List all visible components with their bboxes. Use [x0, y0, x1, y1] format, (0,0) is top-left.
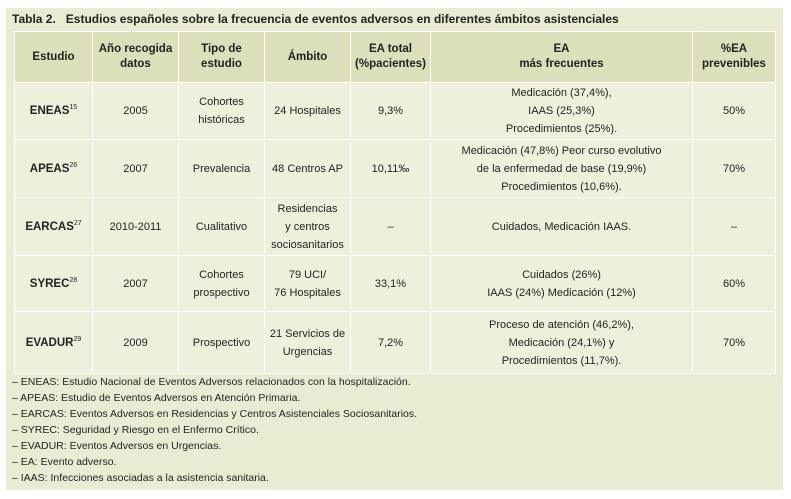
study-name: ENEAS$^{15}$	[15, 83, 93, 140]
study-preventable: –	[693, 198, 776, 256]
header-estudio: Estudio	[15, 32, 93, 83]
header-prevenibles: %EA prevenibles	[693, 32, 776, 83]
header-ea-frecuentes: EA más frecuentes	[431, 32, 693, 83]
study-name: EVADUR$^{29}$	[15, 312, 93, 374]
study-type: Prevalencia	[179, 140, 265, 198]
study-preventable: 70%	[693, 312, 776, 374]
study-total: 9,3%	[351, 83, 431, 140]
note-item: – ENEAS: Estudio Nacional de Eventos Adversos relacionados con la hospitalización.	[12, 376, 411, 388]
header-tipo: Tipo de estudio	[179, 32, 265, 83]
table-title	[12, 12, 619, 26]
study-type: Cohortes históricas	[179, 83, 265, 140]
note-item: – EA: Evento adverso.	[12, 456, 117, 468]
study-total: –	[351, 198, 431, 256]
study-frequent: Proceso de atención (46,2%), Medicación (24,1%) y Procedimientos (11,7%).	[431, 312, 693, 374]
study-frequent: Medicación (37,4%), IAAS (25,3%) Procedimientos (25%).	[431, 83, 693, 140]
table-caption: Estudios españoles sobre la frecuencia de eventos adversos en diferentes ámbitos asistenciales	[65, 12, 619, 26]
study-frequent: Cuidados, Medicación IAAS.	[431, 198, 693, 256]
study-type: Cohortes prospectivo	[179, 256, 265, 312]
table-notes	[12, 374, 417, 486]
study-scope: 79 UCI/ 76 Hospitales	[265, 256, 351, 312]
study-type: Cualitativo	[179, 198, 265, 256]
study-scope: 48 Centros AP	[265, 140, 351, 198]
study-name: APEAS$^{26}$	[15, 140, 93, 198]
study-name: EARCAS$^{27}$	[15, 198, 93, 256]
header-ea-total: EA total (%pacientes)	[351, 32, 431, 83]
study-preventable: 50%	[693, 83, 776, 140]
note-item: – EARCAS: Eventos Adversos en Residencias y Centros Asistenciales Sociosanitarios.	[12, 408, 418, 420]
header-row	[15, 32, 776, 83]
study-total: 10,11‰	[351, 140, 431, 198]
table-row	[15, 198, 776, 256]
table-panel	[6, 8, 783, 490]
study-year: 2010-2011	[93, 198, 179, 256]
study-preventable: 70%	[693, 140, 776, 198]
header-ano: Año recogida datos	[93, 32, 179, 83]
study-type: Prospectivo	[179, 312, 265, 374]
table-row	[15, 312, 776, 374]
study-scope: 24 Hospitales	[265, 83, 351, 140]
note-item: – SYREC: Seguridad y Riesgo en el Enfermo Crítico.	[12, 424, 259, 436]
study-year: 2009	[93, 312, 179, 374]
study-year: 2007	[93, 140, 179, 198]
study-scope: Residencias y centros sociosanitarios	[265, 198, 351, 256]
note-item: – IAAS: Infecciones asociadas a la asistencia sanitaria.	[12, 472, 269, 484]
table-label: Tabla 2.	[12, 12, 56, 26]
study-year: 2005	[93, 83, 179, 140]
study-total: 33,1%	[351, 256, 431, 312]
note-item: – EVADUR: Eventos Adversos en Urgencias.	[12, 440, 222, 452]
study-frequent: Cuidados (26%) IAAS (24%) Medicación (12%)	[431, 256, 693, 312]
study-preventable: 60%	[693, 256, 776, 312]
study-frequent: Medicación (47,8%) Peor curso evolutivo de la enfermedad de base (19,9%) Procedimientos (10,6%).	[431, 140, 693, 198]
study-name: SYREC$^{28}$	[15, 256, 93, 312]
table-row	[15, 256, 776, 312]
table-row	[15, 140, 776, 198]
header-ambito: Ámbito	[265, 32, 351, 83]
table-row	[15, 83, 776, 140]
study-total: 7,2%	[351, 312, 431, 374]
note-item: – APEAS: Estudio de Eventos Adversos en Atención Primaria.	[12, 392, 301, 404]
study-scope: 21 Servicios de Urgencias	[265, 312, 351, 374]
study-year: 2007	[93, 256, 179, 312]
studies-table	[14, 31, 776, 374]
